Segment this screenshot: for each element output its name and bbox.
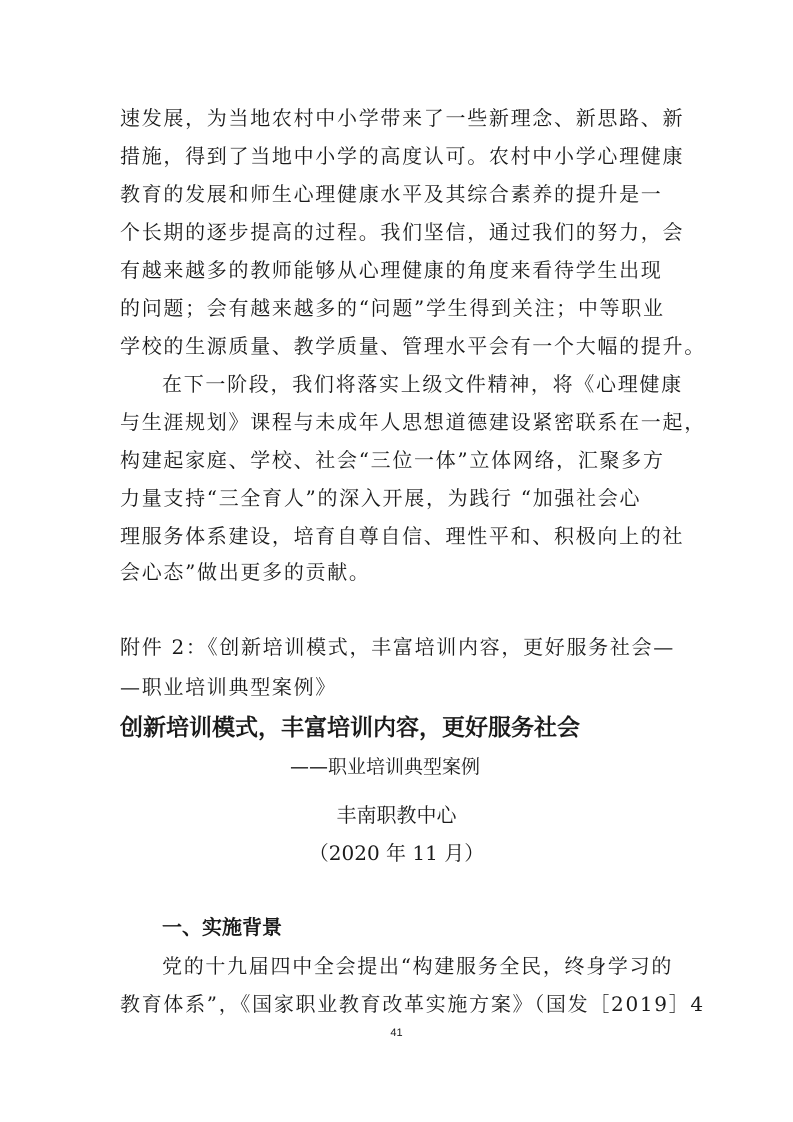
case-subtitle: ——职业培训典型案例 [290, 756, 481, 778]
page-number: 41 [390, 1027, 403, 1039]
body-line: 在下一阶段，我们将落实上级文件精神，将《心理健康 [162, 372, 683, 396]
body-line: 会心态”做出更多的贡献。 [120, 560, 371, 584]
body-line: 党的十九届四中全会提出“构建服务全民，终身学习的 [162, 954, 674, 978]
attachment-line: —职业培训典型案例》 [120, 675, 337, 699]
body-line: 有越来越多的教师能够从心理健康的角度来看待学生出现 [120, 258, 663, 282]
body-line: 教育的发展和师生心理健康水平及其综合素养的提升是一 [120, 182, 663, 206]
body-line: 学校的生源质量、教学质量、管理水平会有一个大幅的提升。 [120, 334, 706, 358]
body-line: 教育体系”，《国家职业教育改革实施方案》（国发［2019］4 [120, 992, 705, 1016]
organization: 丰南职教中心 [336, 803, 457, 827]
section-heading: 一、实施背景 [162, 915, 282, 939]
body-line: 构建起家庭、学校、社会“三位一体”立体网络，汇聚多方 [120, 448, 665, 472]
body-line: 措施，得到了当地中小学的高度认可。农村中小学心理健康 [120, 144, 685, 168]
attachment-line: 附件 2：《创新培训模式，丰富培训内容，更好服务社会— [120, 635, 675, 659]
body-line: 力量支持“三全育人”的深入开展，为践行 “加强社会心 [120, 486, 642, 510]
body-line: 的问题；会有越来越多的“问题”学生得到关注；中等职业 [120, 296, 665, 320]
body-line: 个长期的逐步提高的过程。我们坚信，通过我们的努力，会 [120, 220, 685, 244]
body-line: 与生涯规划》课程与未成年人思想道德建设紧密联系在一起， [120, 410, 706, 434]
body-line: 理服务体系建设，培育自尊自信、理性平和、积极向上的社 [120, 524, 685, 548]
case-title: 创新培训模式，丰富培训内容，更好服务社会 [120, 715, 580, 741]
body-line: 速发展，为当地农村中小学带来了一些新理念、新思路、新 [120, 106, 685, 130]
date: （2020 年 11 月） [308, 841, 485, 865]
